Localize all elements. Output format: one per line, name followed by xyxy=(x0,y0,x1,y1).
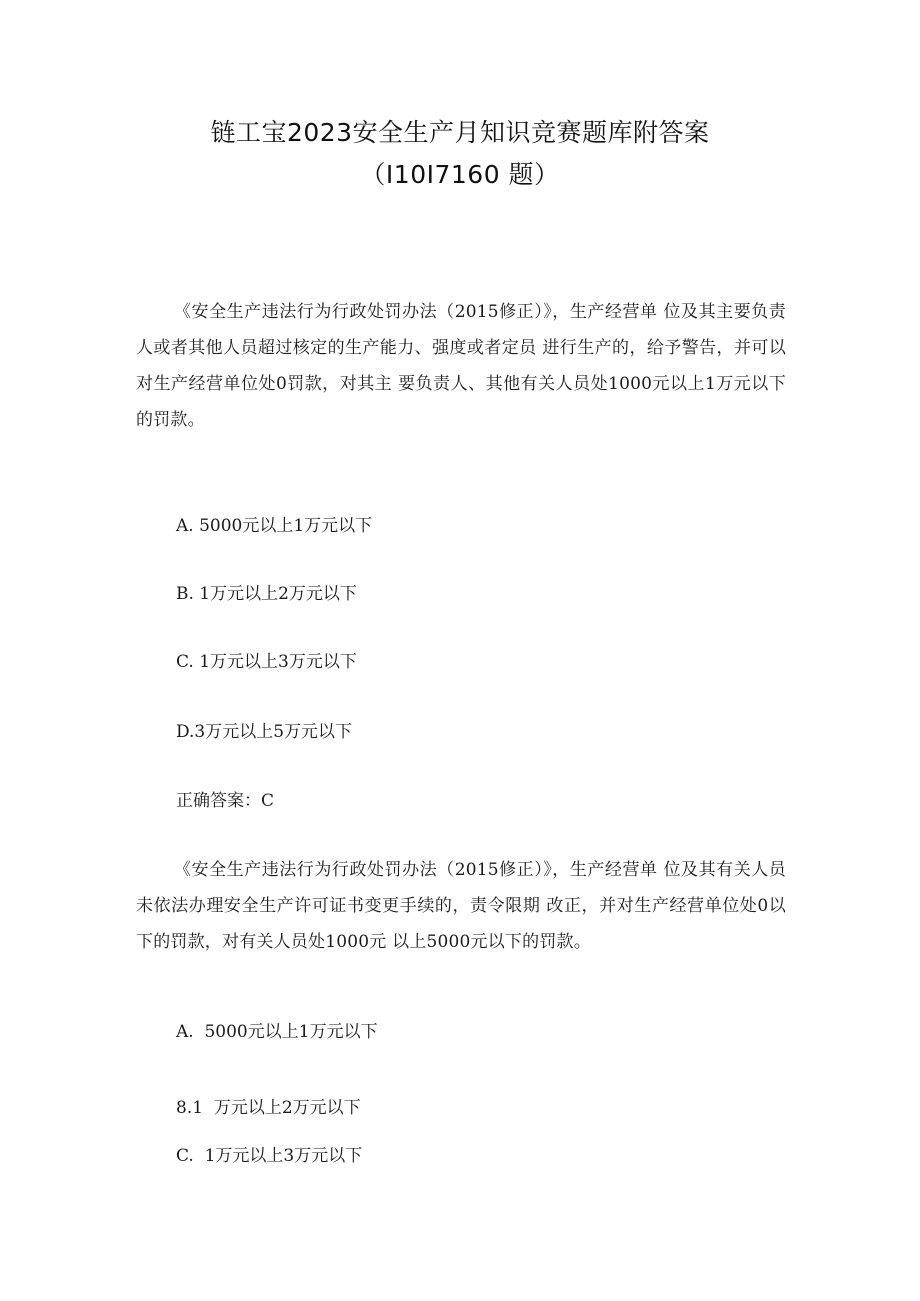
question-1-answer: 正确答案：C xyxy=(176,791,275,811)
question-1-option-d: D.3万元以上5万元以下 xyxy=(176,722,353,742)
question-1-option-c: C. 1万元以上3万元以下 xyxy=(176,652,357,672)
question-1-option-b: B. 1万元以上2万元以下 xyxy=(176,584,357,604)
question-1-text: 《安全生产违法行为行政处罚办法（2015修正）》，生产经营单 位及其主要负责人或者其他人员超过核定的生产能力、强度或者定员 进行生产的，给予警告，并可以对生产经营单位处0罚款，对其主 要负责人、其他有关人员处1000元以上1万元以下的罚款。 xyxy=(136,302,786,430)
question-2-option-a: A. 5000元以上1万元以下 xyxy=(176,1022,378,1042)
document-subtitle: （I10I7160 题） xyxy=(360,160,560,189)
question-2-text: 《安全生产违法行为行政处罚办法（2015修正）》，生产经营单 位及其有关人员未依法办理安全生产许可证书变更手续的，责令限期 改正，并对生产经营单位处0以下的罚款，对有关人员处1000元 以上5000元以下的罚款。 xyxy=(136,860,786,952)
question-2-option-b: 8.1 万元以上2万元以下 xyxy=(176,1098,361,1118)
question-2-option-c: C. 1万元以上3万元以下 xyxy=(176,1146,363,1166)
question-1-option-a: A. 5000元以上1万元以下 xyxy=(176,516,373,536)
document-title: 链工宝2023安全生产月知识竞赛题库附答案 xyxy=(210,118,710,147)
